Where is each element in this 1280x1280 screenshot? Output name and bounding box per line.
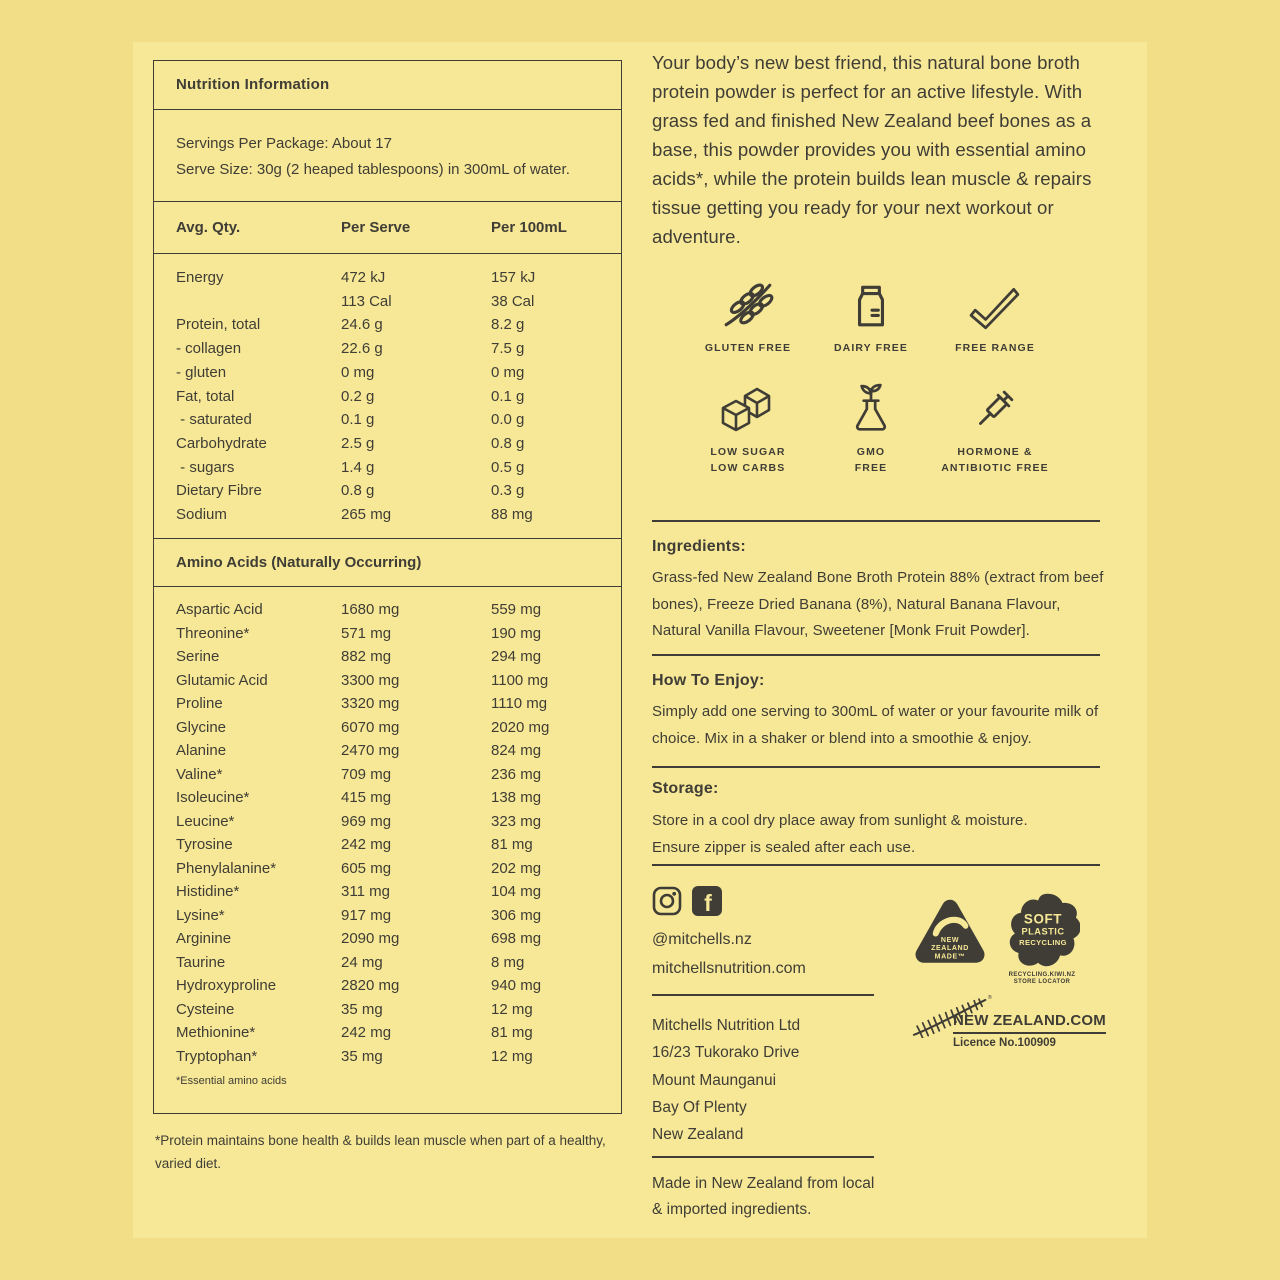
table-row [176,716,607,740]
amino-per-serve: 917 mg [341,906,392,924]
nz-made-text-3: MADE™ [934,953,966,961]
table-row [176,1045,607,1069]
amino-acids-title: Amino Acids (Naturally Occurring) [154,538,621,586]
nutrient-per-serve: 0 mg [341,363,375,381]
amino-per-100ml: 323 mg [491,812,542,830]
amino-per-100ml: 559 mg [491,601,542,618]
col-per-100ml: Per 100mL [491,219,567,236]
table-row [176,833,607,857]
amino-per-100ml: 306 mg [491,906,542,924]
amino-label: Histidine* [176,883,240,900]
nutrient-label: - saturated [176,411,252,429]
amino-per-100ml: 8 mg [491,953,525,971]
amino-per-100ml: 2020 mg [491,718,550,736]
table-row [176,622,607,646]
table-row [176,456,607,480]
website-url: mitchellsnutrition.com [652,960,806,977]
amino-label: Arginine [176,930,232,947]
divider [652,864,1100,866]
amino-per-serve: 882 mg [341,648,392,665]
storage-body [652,807,1108,861]
badge-gmo-free [805,380,937,476]
amino-per-serve: 415 mg [341,789,392,806]
nutrient-per-100ml: 0.3 g [491,482,525,500]
nutrient-per-serve: 472 kJ [341,269,386,286]
protein-footnote: *Protein maintains bone health & builds lean muscle when part of a healthy, varied diet. [155,1133,606,1171]
svg-text:f: f [704,890,712,916]
address-country: New Zealand [652,1126,744,1144]
amino-per-serve: 571 mg [341,624,392,642]
nutrient-per-100ml: 0.8 g [491,434,525,452]
address-street: 16/23 Tukorako Drive [652,1044,800,1062]
amino-per-100ml: 81 mg [491,1024,533,1041]
instagram-icon [652,886,682,916]
amino-label: Tryptophan* [176,1047,258,1065]
new-zealand-com-licence: Licence No.100909 [953,1037,1056,1049]
svg-text:®: ® [987,995,992,1002]
amino-per-serve: 709 mg [341,765,392,783]
nutrient-per-100ml: 0.0 g [491,411,525,429]
amino-per-serve: 24 mg [341,953,383,971]
badge-dairy-free [805,276,937,357]
amino-per-serve: 605 mg [341,859,392,877]
badge-gluten-free [682,276,814,357]
nutrient-label: - sugars [176,458,235,476]
table-row [176,385,607,409]
badge-label: LOW SUGAR [710,446,786,458]
svg-text:SOFT: SOFT [1023,911,1063,927]
address-suburb: Mount Maunganui [652,1071,777,1089]
amino-per-serve: 6070 mg [341,718,400,736]
soft-plastic-subtext [1000,972,1084,986]
table-row [176,763,607,787]
origin-statement [652,1171,874,1222]
nutrient-per-100ml: 38 Cal [491,292,535,310]
table-row [176,904,607,928]
badge-label: GMO [856,446,886,458]
nutrient-per-100ml: 8.2 g [491,316,525,334]
table-row [176,927,607,951]
amino-per-serve: 3300 mg [341,671,400,689]
essential-amino-footnote: *Essential amino acids [176,1075,287,1087]
origin-line-1: Made in New Zealand from local [652,1175,875,1192]
divider [652,520,1100,522]
amino-per-serve: 1680 mg [341,601,400,618]
badge-low-sugar [682,380,814,476]
amino-per-100ml: 190 mg [491,624,542,642]
table-row [176,503,607,527]
nutrient-per-serve: 22.6 g [341,340,383,358]
nutrient-per-serve: 0.2 g [341,387,375,405]
storage-heading: Storage: [652,780,719,797]
nutrient-label: Dietary Fibre [176,482,262,500]
col-avg-qty: Avg. Qty. [176,219,241,236]
nutrient-label: Energy [176,269,224,286]
amino-rows [176,598,607,1068]
badge-label: FREE RANGE [955,342,1035,354]
wheat-icon [682,276,814,332]
sugar-cubes-icon [682,380,814,436]
amino-per-serve: 242 mg [341,836,392,853]
amino-per-serve: 35 mg [341,1047,383,1065]
new-zealand-com-title: NEW ZEALAND.COM [953,1012,1106,1034]
table-row [176,739,607,763]
syringe-icon [929,380,1061,436]
divider [652,766,1100,768]
amino-per-100ml: 138 mg [491,789,542,806]
amino-per-100ml: 1100 mg [491,671,549,689]
amino-per-serve: 2090 mg [341,930,400,947]
col-per-serve: Per Serve [341,219,411,236]
nutrient-per-serve: 0.8 g [341,482,375,500]
badge-label: HORMONE & [957,446,1033,458]
ingredients-heading: Ingredients: [652,538,746,555]
amino-label: Proline [176,695,223,712]
flask-sprout-icon [805,380,937,436]
company-address [652,1012,800,1148]
serve-size: Serve Size: 30g (2 heaped tablespoons) in 300mL of water. [176,160,570,178]
address-region: Bay Of Plenty [652,1098,747,1116]
nutrient-label: - collagen [176,340,242,358]
badge-label: GLUTEN FREE [704,342,792,354]
amino-label: Phenylalanine* [176,859,277,877]
nutrient-per-100ml: 88 mg [491,506,533,524]
facebook-icon [692,886,722,916]
amino-label: Tyrosine [176,836,233,853]
badge-label-2: LOW CARBS [710,461,786,474]
nutrition-panel-title: Nutrition Information [176,76,330,93]
table-row [176,598,607,622]
table-row [176,880,607,904]
amino-per-serve: 242 mg [341,1024,392,1041]
nutrient-per-serve: 1.4 g [341,458,375,476]
amino-label: Valine* [176,765,223,783]
amino-label: Lysine* [176,906,225,924]
servings-per-package: Servings Per Package: About 17 [176,135,392,152]
amino-per-100ml: 12 mg [491,1047,533,1065]
nutrient-per-100ml: 0 mg [491,363,525,381]
amino-per-100ml: 824 mg [491,742,542,759]
table-row [176,1021,607,1045]
amino-per-100ml: 12 mg [491,1000,533,1018]
amino-label: Alanine [176,742,227,759]
badge-label-2: FREE [854,461,888,474]
amino-per-serve: 2820 mg [341,977,400,994]
divider [652,1156,874,1158]
amino-per-100ml: 81 mg [491,836,533,853]
amino-per-100ml: 294 mg [491,648,542,665]
new-zealand-com-mark [953,1012,1106,1049]
table-row [176,266,607,290]
amino-per-serve: 311 mg [341,883,390,900]
company-name: Mitchells Nutrition Ltd [652,1017,801,1034]
nutrient-label: Sodium [176,506,227,524]
badge-label: DAIRY FREE [833,342,908,354]
amino-per-100ml: 104 mg [491,883,542,900]
table-row [176,810,607,834]
amino-label: Serine [176,648,220,665]
amino-per-serve: 35 mg [341,1000,383,1018]
nutrient-table [154,253,621,538]
amino-per-100ml: 940 mg [491,977,542,994]
nutrient-label: Fat, total [176,387,235,405]
amino-label: Hydroxyproline [176,977,277,994]
nz-made-logo [914,896,986,968]
origin-line-2: & imported ingredients. [652,1200,812,1218]
nutrition-panel [153,60,622,1114]
nutrient-per-serve: 265 mg [341,506,392,524]
divider [652,654,1100,656]
nutrient-per-100ml: 7.5 g [491,340,525,358]
badge-free-range [929,276,1061,357]
how-to-enjoy-heading: How To Enjoy: [652,672,765,689]
table-row [176,337,607,361]
amino-acids-table [154,586,621,1113]
amino-per-serve: 3320 mg [341,695,400,712]
ingredients-body: Grass-fed New Zealand Bone Broth Protein 88% (extract from beef bones), Freeze Dried Banana (8%), Natural Banana Flavour, Natural Vanilla Flavour, Sweetener [Monk Fruit Powder]. [652,569,1104,639]
column-headers [154,201,621,253]
table-row [176,857,607,881]
table-row [176,290,607,314]
table-row [176,974,607,998]
soft-plastic-subtext-1: RECYCLING.KIWI.NZ [1008,972,1076,978]
amino-label: Aspartic Acid [176,601,263,618]
amino-per-100ml: 202 mg [491,859,542,877]
amino-label: Glutamic Acid [176,671,268,689]
amino-per-100ml: 1110 mg [491,695,548,712]
amino-label: Glycine [176,718,227,736]
table-row [176,645,607,669]
nz-made-text-1: NEW [940,936,960,944]
amino-label: Threonine* [176,624,250,642]
svg-text:PLASTIC: PLASTIC [1021,926,1065,937]
nutrient-per-serve: 113 Cal [341,292,392,310]
instagram-handle: @mitchells.nz [652,931,752,948]
svg-text:RECYCLING: RECYCLING [1019,938,1067,948]
milk-carton-icon [805,276,937,332]
nutrient-per-serve: 2.5 g [341,434,375,452]
amino-label: Leucine* [176,812,235,830]
table-row [176,361,607,385]
amino-label: Taurine [176,953,226,971]
nutrient-per-serve: 24.6 g [341,316,383,334]
amino-per-100ml: 698 mg [491,930,542,947]
amino-label: Cysteine [176,1000,235,1018]
amino-label: Methionine* [176,1024,256,1041]
divider [652,994,874,996]
nutrient-per-100ml: 157 kJ [491,269,536,286]
amino-per-100ml: 236 mg [491,765,542,783]
soft-plastic-recycling-logo [1006,892,1080,970]
nutrient-label: Carbohydrate [176,434,267,452]
table-row [176,313,607,337]
nz-made-text-2: ZEALAND [931,945,969,952]
table-row [176,951,607,975]
amino-per-serve: 969 mg [341,812,392,830]
storage-line-2: Ensure zipper is sealed after each use. [652,839,916,856]
storage-line-1: Store in a cool dry place away from sunlight & moisture. [652,812,1028,829]
amino-per-serve: 2470 mg [341,742,400,759]
how-to-enjoy-body: Simply add one serving to 300mL of water or your favourite milk of choice. Mix in a shaker or blend into a smoothie & enjoy. [652,703,1099,747]
nutrient-per-serve: 0.1 g [341,411,375,429]
table-row [176,786,607,810]
soft-plastic-subtext-2: STORE LOCATOR [1013,979,1071,985]
nutrient-per-100ml: 0.1 g [491,387,525,405]
table-row [176,669,607,693]
amino-label: Isoleucine* [176,789,250,806]
badge-label-2: ANTIBIOTIC FREE [941,461,1049,474]
serving-info [154,109,621,201]
table-row [176,432,607,456]
checkmark-icon [929,276,1061,332]
badge-hormone-free [929,380,1061,476]
nutrient-label [176,290,341,314]
table-row [176,408,607,432]
nutrient-label: Protein, total [176,316,261,334]
table-row [176,479,607,503]
table-row [176,998,607,1022]
nutrient-label: - gluten [176,363,227,381]
product-description: Your body’s new best friend, this natural bone broth protein powder is perfect for an active lifestyle. With grass fed and finished New Zealand beef bones as a base, this powder provides you with essential amino acids*, while the protein builds lean muscle & repairs tissue getting you ready for your next workout or adventure. [652,52,1092,247]
table-row [176,692,607,716]
nutrient-per-100ml: 0.5 g [491,458,525,476]
